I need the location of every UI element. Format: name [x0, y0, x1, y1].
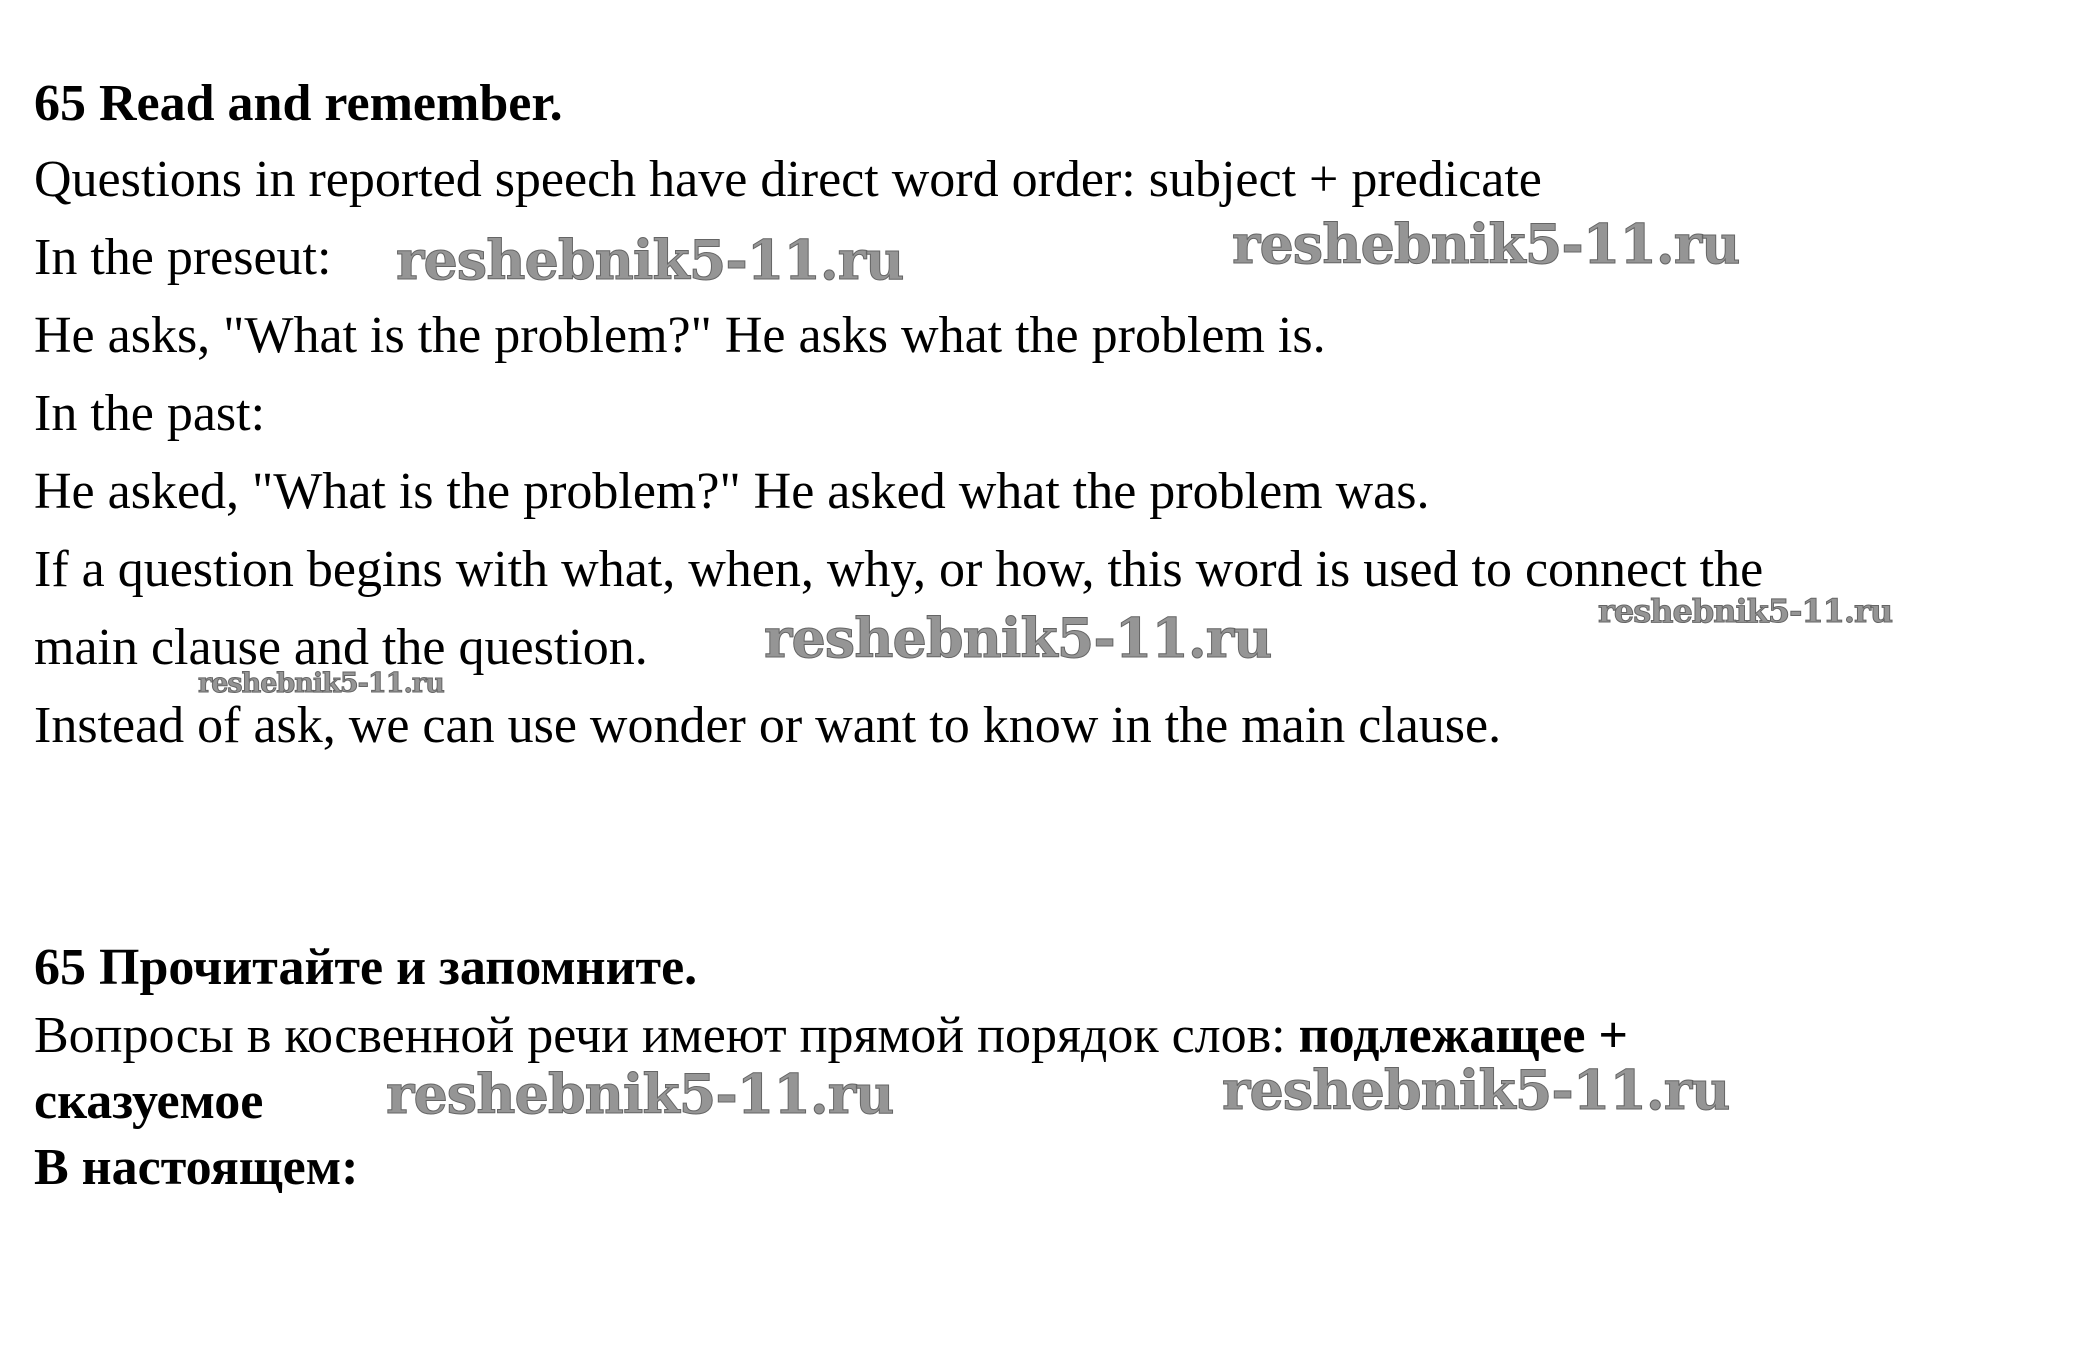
text-line-4: In the past:: [34, 385, 266, 442]
text-line-6: If a question begins with what, when, why, or how, this word is used to connect the: [34, 541, 1764, 598]
text-line-2: In the preseut:: [34, 229, 332, 286]
text-line-3: He asks, "What is the problem?" He asks what the problem is.: [34, 307, 1326, 364]
watermark-logo: reshebnik5-11.ru: [386, 1062, 894, 1126]
text-line-5: He asked, "What is the problem?" He asked what the problem was.: [34, 463, 1430, 520]
heading-ru: 65 Прочитайте и запомните.: [34, 939, 698, 996]
ru-line-2: сказуемое: [34, 1073, 264, 1130]
text-line-7: main clause and the question.: [34, 619, 648, 676]
ru-line-1-text: Вопросы в косвенной речи имеют прямой порядок слов:: [34, 1007, 1299, 1064]
watermark-logo: reshebnik5-11.ru: [764, 606, 1272, 670]
text-line-1: Questions in reported speech have direct word order: subject + predicate: [34, 151, 1542, 208]
watermark-logo: reshebnik5-11.ru: [396, 228, 904, 292]
watermark-logo: reshebnik5-11.ru: [1222, 1058, 1730, 1122]
ru-line-1-bold: подлежащее +: [1298, 1007, 1629, 1064]
ru-line-3: В настоящем:: [34, 1139, 359, 1196]
watermark-logo: reshebnik5-11.ru: [198, 668, 444, 699]
text-line-8: Instead of ask, we can use wonder or want to know in the main clause.: [34, 697, 1502, 754]
watermark-logo: reshebnik5-11.ru: [1598, 592, 1893, 630]
ru-line-1: [34, 1006, 1628, 1066]
heading-en: 65 Read and remember.: [34, 75, 563, 132]
watermark-logo: reshebnik5-11.ru: [1232, 212, 1740, 276]
